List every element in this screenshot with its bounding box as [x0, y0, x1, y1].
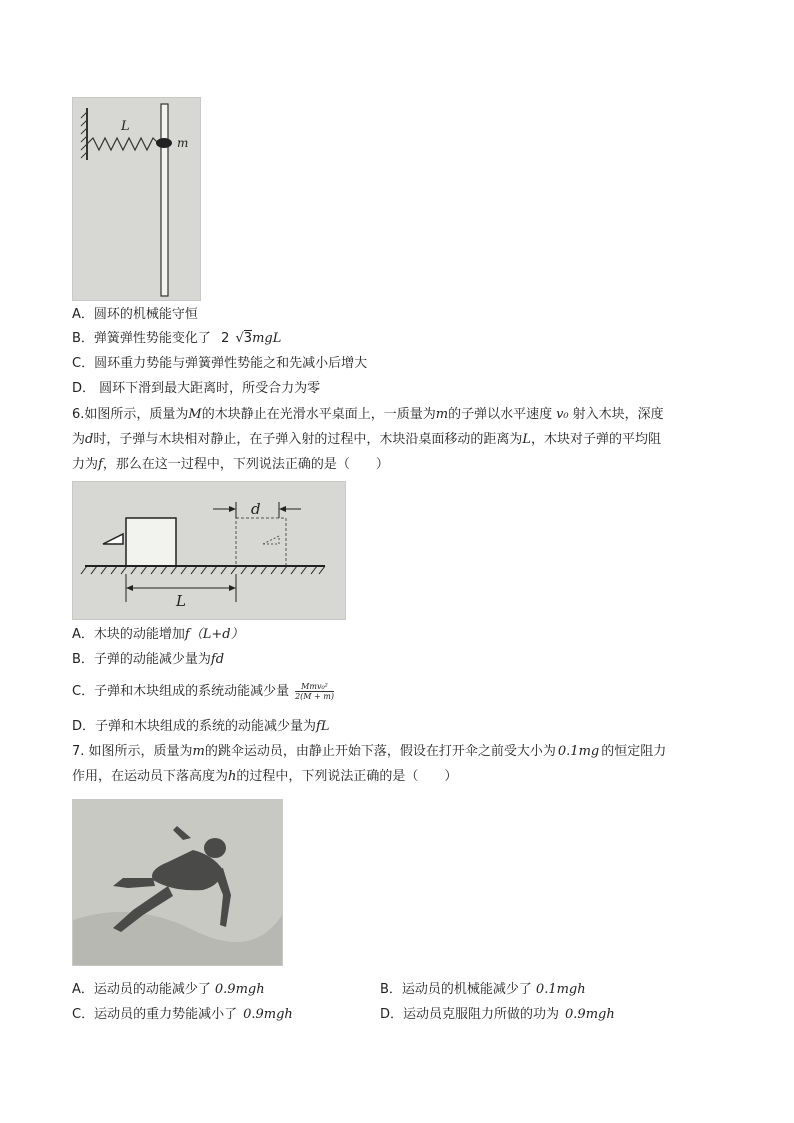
q6-var-f: f — [98, 457, 103, 472]
q5-option-b-text: B．弹簧弹性势能变化了 — [72, 331, 211, 346]
q6-option-c-text: C．子弹和木块组成的系统动能减少量 — [72, 684, 290, 699]
q7-option-b-text: B．运动员的机械能减少了 — [380, 982, 532, 997]
q7-option-a-formula: 0.9mgh — [214, 982, 265, 997]
q5-option-b — [72, 330, 281, 348]
q6-option-d-text: D．子弹和木块组成的系统的动能减少量为 — [72, 719, 317, 734]
q6-option-a — [72, 626, 244, 644]
q7-option-c — [72, 1006, 293, 1024]
q6-var-m: m — [435, 407, 449, 422]
q6-option-d-formula: fL — [316, 719, 330, 734]
q6-stem-text: 射入木块，深度 — [572, 407, 664, 422]
q6-var-L: L — [522, 432, 531, 447]
q7-stem-line1 — [72, 743, 666, 761]
bullet — [103, 534, 123, 544]
d-label: d — [251, 500, 261, 518]
bullet-block-diagram — [73, 482, 345, 619]
q6-stem-text: 时，子弹与木块相对静止，在子弹入射的过程中，木块沿桌面移动的距离为 — [93, 432, 523, 447]
q6-stem-text: 的木块静止在光滑水平桌面上，一质量为 — [201, 407, 436, 422]
spring-ring-figure — [72, 97, 201, 301]
q6-option-d — [72, 718, 329, 736]
q7-stem-text: 的恒定阻力 — [601, 744, 667, 759]
q6-var-d: d — [85, 432, 94, 447]
q6-stem-text: 力为 — [72, 457, 99, 472]
q7-option-b — [380, 981, 586, 999]
q7-option-c-formula: 0.9mgh — [243, 1007, 293, 1022]
q7-option-a-text: A．运动员的动能减少了 — [72, 982, 211, 997]
q7-var-m: m — [192, 744, 205, 759]
q6-var-v0: v₀ — [556, 407, 569, 422]
ring — [156, 138, 172, 148]
bullet-block-figure — [72, 481, 346, 620]
q6-option-c-fraction — [295, 682, 334, 701]
L-label: L — [176, 592, 186, 610]
q7-stem-text: 7. 如图所示，质量为 — [72, 744, 193, 759]
q7-stem-text: 作用，在运动员下落高度为 — [72, 769, 229, 784]
q6-option-a-text: A．木块的动能增加 — [72, 627, 185, 642]
q6-option-b — [72, 651, 224, 669]
q6-stem-text: ，那么在这一过程中，下列说法正确的是（ ） — [102, 457, 389, 472]
vertical-rod — [161, 104, 168, 296]
skydiver-image — [73, 800, 282, 965]
q5-option-a: A．圆环的机械能守恒 — [72, 307, 198, 322]
q6-stem-line2 — [72, 431, 661, 449]
q7-stem-text: 的跳伞运动员，由静止开始下落，假设在打开伞之前受大小为 — [204, 744, 556, 759]
q5-option-d: D． 圆环下滑到最大距离时，所受合力为零 — [72, 381, 321, 396]
q6-stem-line3 — [72, 456, 389, 474]
q5-option-b-formula: mgL — [252, 331, 282, 346]
q7-resistance: 0.1mg — [557, 744, 600, 759]
fraction-numerator: Mmv₀² — [295, 682, 334, 692]
q7-option-d-formula: 0.9mgh — [565, 1007, 615, 1022]
q7-option-a — [72, 981, 265, 999]
q7-option-d — [380, 1006, 615, 1024]
bullet-final — [263, 536, 279, 544]
q6-option-b-text: B．子弹的动能减少量为 — [72, 652, 211, 667]
q7-var-h: h — [228, 769, 237, 784]
spring — [87, 138, 159, 150]
sqrt-symbol: √ — [235, 331, 244, 346]
q6-stem-text: 6.如图所示，质量为 — [72, 407, 189, 422]
q6-stem-text: 为 — [72, 432, 86, 447]
q7-option-b-formula: 0.1mgh — [535, 982, 586, 997]
q6-stem-line1 — [72, 406, 664, 424]
q6-stem-text: ，木块对子弹的平均阻 — [531, 432, 662, 447]
q5-option-b-value: 2 — [221, 331, 230, 346]
spring-label: L — [121, 119, 130, 134]
q5-option-c: C．圆环重力势能与弹簧弹性势能之和先减小后增大 — [72, 356, 368, 371]
q5-option-b-radicand: 3 — [243, 331, 253, 346]
q7-stem-line2 — [72, 768, 457, 786]
fraction-denominator: 2(M + m) — [295, 692, 334, 701]
q6-option-c — [72, 682, 334, 701]
q6-option-a-formula: f（L+d） — [184, 627, 244, 642]
q7-stem-text: 的过程中，下列说法正确的是（ ） — [236, 769, 458, 784]
ring-label: m — [177, 136, 189, 150]
spring-ring-diagram — [73, 98, 200, 300]
q7-option-d-text: D．运动员克服阻力所做的功为 — [380, 1007, 560, 1022]
skydiver-photo — [72, 799, 283, 966]
q6-var-M: M — [188, 407, 202, 422]
q6-stem-text: 的子弹以水平速度 — [448, 407, 553, 422]
block-initial — [126, 518, 176, 566]
q7-option-c-text: C．运动员的重力势能减小了 — [72, 1007, 238, 1022]
q6-option-b-formula: fd — [210, 652, 225, 667]
